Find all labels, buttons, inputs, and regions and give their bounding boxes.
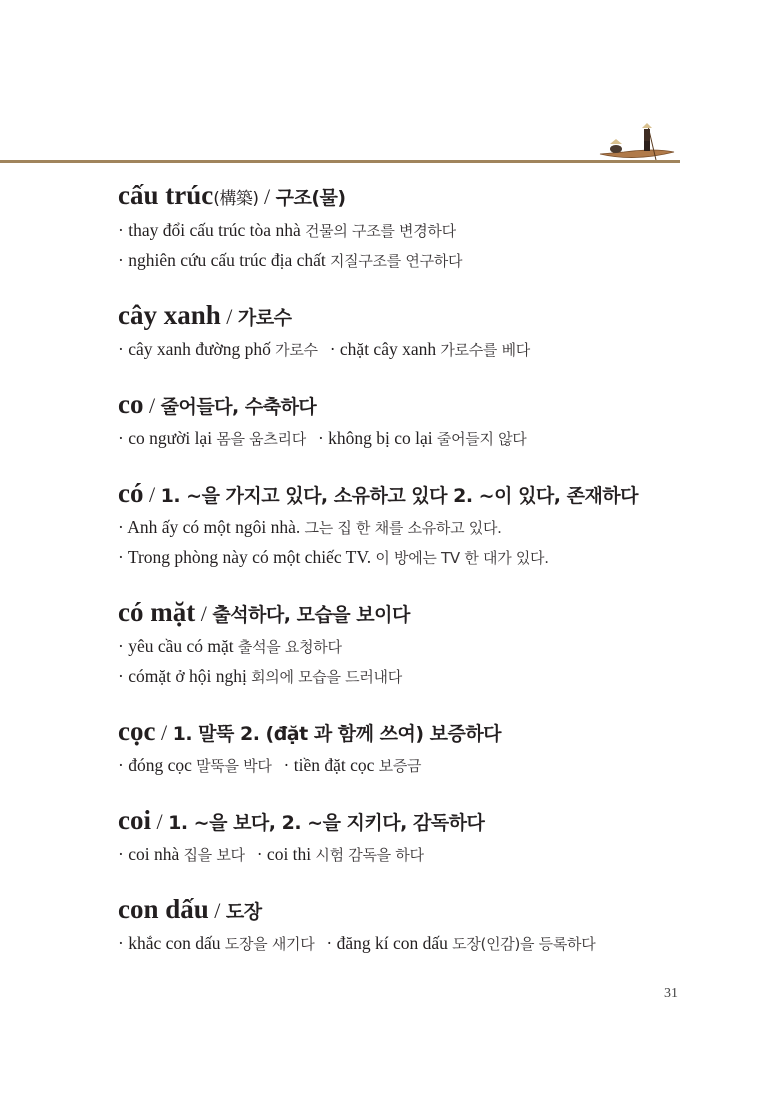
korean-translation: 지질구조를 연구하다: [329, 252, 463, 270]
korean-translation: 가로수를 베다: [440, 341, 530, 359]
separator: /: [258, 184, 276, 209]
separator: /: [220, 304, 238, 329]
example-line: [118, 513, 738, 543]
headword: cây xanh: [118, 300, 221, 330]
example: [118, 251, 462, 270]
headword: cọc: [118, 716, 156, 746]
korean-meaning: 1. 말뚝 2. (đặt 과 함께 쓰여) 보증하다: [172, 723, 502, 745]
korean-translation: 그는 집 한 채를 소유하고 있다.: [304, 519, 502, 537]
korean-translation: 말뚝을 박다: [196, 757, 272, 775]
example: [118, 518, 502, 537]
boat-rower-illustration: [594, 118, 680, 164]
bullet: ·: [118, 933, 129, 953]
separator: /: [155, 720, 173, 745]
example-line: [118, 543, 738, 573]
hanja-annotation: (構築): [213, 189, 259, 209]
vietnamese-example: cây xanh đường phố: [128, 339, 271, 359]
bullet: ·: [118, 666, 129, 686]
example: [330, 340, 530, 359]
bullet: ·: [118, 547, 128, 567]
korean-meaning: 도장: [225, 901, 262, 923]
example: [118, 637, 342, 656]
example: [318, 429, 527, 448]
bullet: ·: [118, 844, 129, 864]
korean-meaning: 구조(물): [275, 187, 346, 209]
vietnamese-example: Anh ấy có một ngôi nhà.: [127, 517, 301, 537]
vietnamese-example: nghiên cứu cấu trúc địa chất: [128, 250, 326, 270]
dictionary-entry: [118, 714, 738, 781]
korean-translation: 도장을 새기다: [224, 935, 315, 953]
dictionary-entry: [118, 298, 738, 365]
vietnamese-example: Trong phòng này có một chiếc TV.: [127, 547, 372, 567]
korean-meaning: 1. ~을 가지고 있다, 소유하고 있다 2. ~이 있다, 존재하다: [160, 485, 639, 507]
vietnamese-example: đăng kí con dấu: [336, 933, 448, 953]
korean-translation: 집을 보다: [183, 846, 245, 864]
dictionary-entry: [118, 803, 738, 870]
vietnamese-example: khắc con dấu: [128, 933, 221, 953]
separator: /: [143, 393, 161, 418]
headword: con dấu: [118, 894, 209, 924]
example: [257, 845, 424, 864]
entry-headline: [118, 178, 738, 216]
entry-headline: [118, 298, 738, 335]
vietnamese-example: chặt cây xanh: [339, 339, 437, 359]
bullet: ·: [118, 428, 129, 448]
separator: /: [208, 898, 226, 923]
page-number: 31: [664, 986, 678, 1001]
korean-translation: 보증금: [378, 757, 422, 775]
bullet: ·: [118, 250, 129, 270]
dictionary-entry: [118, 892, 738, 959]
korean-translation: 회의에 모습을 드러내다: [251, 668, 402, 686]
bullet: ·: [118, 339, 129, 359]
headword: co: [118, 389, 144, 419]
vietnamese-example: cómặt ở hội nghị: [128, 666, 247, 686]
example-line: [118, 662, 738, 692]
korean-meaning: 출석하다, 모습을 보이다: [212, 604, 410, 626]
example: [118, 756, 272, 775]
bullet: ·: [256, 844, 267, 864]
dictionary-entry: [118, 476, 738, 573]
example: [118, 667, 402, 686]
vietnamese-example: co người lại: [128, 428, 213, 448]
example-line: [118, 751, 738, 781]
korean-translation: 몸을 움츠리다: [216, 430, 306, 448]
headword: coi: [118, 805, 151, 835]
korean-translation: 도장(인감)을 등록하다: [452, 935, 596, 953]
vietnamese-example: đóng cọc: [128, 755, 192, 775]
separator: /: [143, 482, 161, 507]
example-line: [118, 246, 738, 276]
bullet: ·: [118, 220, 129, 240]
example-line: [118, 929, 738, 959]
example-line: [118, 840, 738, 870]
entry-headline: [118, 476, 738, 513]
bullet: ·: [283, 755, 294, 775]
example: [118, 934, 314, 953]
example: [284, 756, 422, 775]
header-rule: [0, 160, 680, 163]
korean-translation: 줄어들지 않다: [436, 430, 527, 448]
korean-translation: 건물의 구조를 변경하다: [304, 222, 456, 240]
entry-headline: [118, 714, 738, 751]
entry-headline: [118, 803, 738, 840]
korean-meaning: 1. ~을 보다, 2. ~을 지키다, 감독하다: [168, 812, 485, 834]
bullet: ·: [317, 428, 329, 448]
separator: /: [195, 601, 213, 626]
korean-translation: 가로수: [275, 341, 318, 359]
korean-translation: 출석을 요청하다: [237, 638, 342, 656]
bullet: ·: [118, 755, 129, 775]
example: [326, 934, 595, 953]
separator: /: [151, 809, 169, 834]
entry-headline: [118, 387, 738, 424]
headword: có mặt: [118, 597, 196, 627]
vietnamese-example: thay đổi cấu trúc tòa nhà: [128, 220, 301, 240]
example: [118, 548, 549, 567]
vietnamese-example: không bị co lại: [328, 428, 433, 448]
example-line: [118, 424, 738, 454]
bullet: ·: [118, 636, 129, 656]
example: [118, 845, 245, 864]
entry-headline: [118, 595, 738, 632]
example-line: [118, 335, 738, 365]
entry-headline: [118, 892, 738, 929]
headword: có: [118, 478, 144, 508]
dictionary-entry: [118, 595, 738, 692]
example: [118, 429, 306, 448]
example: [118, 221, 456, 240]
headword: cấu trúc: [118, 180, 214, 210]
vietnamese-example: tiền đặt cọc: [293, 755, 375, 775]
bullet: ·: [329, 339, 340, 359]
vietnamese-example: coi nhà: [128, 844, 180, 864]
korean-meaning: 줄어들다, 수축하다: [160, 396, 317, 418]
korean-translation: 시험 감독을 하다: [315, 846, 424, 864]
bullet: ·: [118, 517, 128, 537]
vietnamese-example: coi thi: [266, 844, 312, 864]
korean-meaning: 가로수: [237, 307, 292, 329]
bullet: ·: [326, 933, 337, 953]
example: [118, 340, 318, 359]
vietnamese-example: yêu cầu có mặt: [128, 636, 234, 656]
dictionary-entry: [118, 387, 738, 454]
dictionary-entries: [118, 178, 738, 981]
korean-translation: 이 방에는 TV 한 대가 있다.: [375, 549, 549, 567]
dictionary-entry: [118, 178, 738, 276]
example-line: [118, 632, 738, 662]
example-line: [118, 216, 738, 246]
